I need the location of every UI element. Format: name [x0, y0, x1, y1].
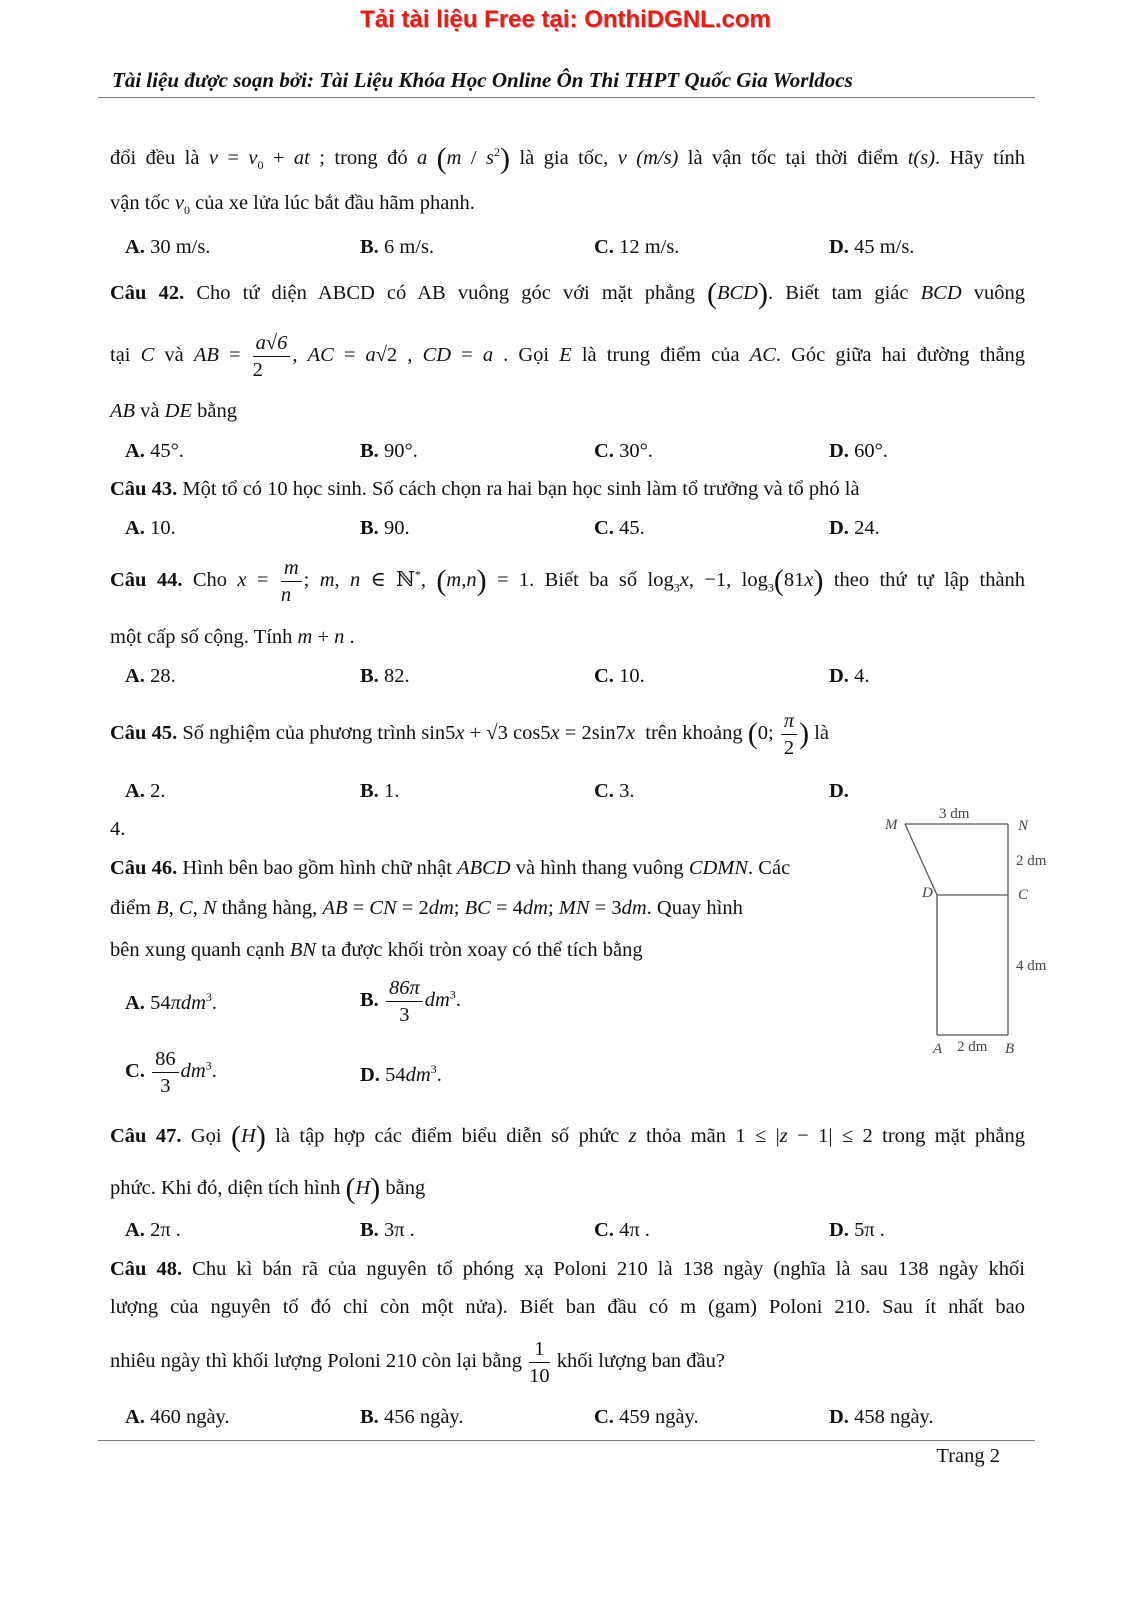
q42-option-c[interactable]: C. 30°.	[594, 440, 653, 462]
q46-line1: Câu 46. Hình bên bao gồm hình chữ nhật ABCD và hình thang vuông CDMN. Các	[110, 857, 791, 879]
q41-option-a[interactable]: A. 30 m/s.	[125, 236, 211, 258]
figure-label-m: M	[885, 817, 898, 833]
q46-line3: bên xung quanh cạnh BN ta được khối tròn xoay có thể tích bằng	[110, 939, 643, 961]
q43-option-b[interactable]: B. 90.	[360, 517, 410, 539]
q48-option-d[interactable]: D. 458 ngày.	[829, 1406, 934, 1428]
q46-option-b[interactable]: B. $\frac{86\pi}{3}$ $dm^3$.	[360, 977, 461, 1026]
q47-option-d[interactable]: D. 5π .	[829, 1219, 885, 1241]
q43-question: Câu 43. Một tổ có 10 học sinh. Số cách chọn ra hai bạn học sinh làm tổ trưởng và tổ phó là	[110, 478, 860, 500]
q41-line2: vận tốc $v_0$ của xe lửa lúc bắt đầu hãm phanh.	[110, 192, 475, 218]
figure-label-c: C	[1018, 887, 1029, 903]
q41-line1: đổi đều là $v = v_0$ + at ; trong đó a $(m / s^2)$ là gia tốc, v (m/s) là vận tốc tại thời điểm t(s). Hãy tính	[110, 142, 1026, 175]
q48-option-c[interactable]: C. 459 ngày.	[594, 1406, 699, 1428]
q48-line1: Câu 48. Chu kì bán rã của nguyên tố phóng xạ Poloni 210 là 138 ngày (nghĩa là sau 138 ngày khối	[110, 1258, 1026, 1280]
q42-line1: Câu 42. Cho tứ diện ABCD có AB vuông góc với mặt phẳng (BCD). Biết tam giác BCD vuông	[110, 277, 1025, 310]
q46-option-a[interactable]: A. 54πdm$^3$.	[125, 990, 218, 1014]
q43-option-a[interactable]: A. 10.	[125, 517, 176, 539]
q47-line1: Câu 47. Gọi (H) là tập hợp các điểm biểu diễn số phức z thỏa mãn 1 ≤ |z − 1| ≤ 2 trong mặt phẳng	[110, 1120, 1026, 1153]
q43-option-c[interactable]: C. 45.	[594, 517, 645, 539]
q47-option-a[interactable]: A. 2π .	[125, 1219, 181, 1241]
figure-dim-top: 3 dm	[939, 806, 970, 822]
q41-option-b[interactable]: B. 6 m/s.	[360, 236, 435, 258]
q48-line2: lượng của nguyên tố đó chỉ còn một nửa). Biết ban đầu có m (gam) Poloni 210. Sau ít nhất bao	[110, 1296, 1025, 1318]
q42-option-d[interactable]: D. 60°.	[829, 440, 888, 462]
q48-option-b[interactable]: B. 456 ngày.	[360, 1406, 464, 1428]
q46-option-d[interactable]: D. $54dm^3$.	[360, 1062, 442, 1086]
q46-figure	[875, 800, 1065, 1065]
q45-line1: Câu 45. Số nghiệm của phương trình sin5x + √3 cos5x = 2sin7x trên khoảng (0; $\frac{\pi}{2}$ ) là	[110, 710, 830, 759]
header-divider	[98, 97, 1035, 98]
q41-option-d[interactable]: D. 45 m/s.	[829, 236, 915, 258]
q47-option-b[interactable]: B. 3π .	[360, 1219, 415, 1241]
figure-dim-right-upper: 2 dm	[1016, 853, 1047, 869]
q47-line2: phức. Khi đó, diện tích hình (H) bằng	[110, 1172, 426, 1205]
q45-option-d-value: 4.	[110, 818, 126, 840]
q45-option-c[interactable]: C. 3.	[594, 780, 635, 802]
figure-label-d: D	[922, 885, 933, 901]
footer-divider	[98, 1440, 1035, 1441]
q42-line3: AB và DE bằng	[110, 400, 237, 422]
figure-label-a: A	[933, 1041, 943, 1057]
q44-option-a[interactable]: A. 28.	[125, 665, 176, 687]
q44-option-b[interactable]: B. 82.	[360, 665, 410, 687]
q45-option-d[interactable]: D.	[829, 780, 849, 802]
q48-option-a[interactable]: A. 460 ngày.	[125, 1406, 230, 1428]
q47-option-c[interactable]: C. 4π .	[594, 1219, 650, 1241]
q42-option-b[interactable]: B. 90°.	[360, 440, 418, 462]
q44-option-c[interactable]: C. 10.	[594, 665, 645, 687]
q42-option-a[interactable]: A. 45°.	[125, 440, 184, 462]
page-header: Tài liệu được soạn bởi: Tài Liệu Khóa Học Online Ôn Thi THPT Quốc Gia Worldocs	[112, 68, 853, 92]
page-number: Trang 2	[936, 1445, 1000, 1467]
q42-line2: tại C và AB = $\frac{a√6}{2}$ , AC = a√2 , CD = a . Gọi E là trung điểm của AC. Góc giữa hai đường thẳng	[110, 332, 1026, 381]
q43-option-d[interactable]: D. 24.	[829, 517, 880, 539]
q48-line3: nhiêu ngày thì khối lượng Poloni 210 còn lại bằng $\frac{1}{10}$ khối lượng ban đầu?	[110, 1338, 725, 1387]
q46-line2: điểm B, C, N thẳng hàng, AB = CN = 2dm; BC = 4dm; MN = 3dm. Quay hình	[110, 897, 743, 919]
q44-line2: một cấp số cộng. Tính m + n .	[110, 626, 355, 648]
figure-label-b: B	[1005, 1041, 1015, 1057]
figure-label-n: N	[1018, 818, 1029, 834]
figure-dim-bottom: 2 dm	[957, 1039, 988, 1055]
figure-dim-right-lower: 4 dm	[1016, 958, 1047, 974]
q44-option-d[interactable]: D. 4.	[829, 665, 870, 687]
q45-option-a[interactable]: A. 2.	[125, 780, 166, 802]
q44-line1: Câu 44. Cho x = $\frac{m}{n}$ ; m, n ∈ ℕ*, (m,n) = 1. Biết ba số $\log_3x$, −1, $\log_3(81x)$ theo thứ tự lập thành	[110, 557, 1026, 606]
q46-option-c[interactable]: C. $\frac{86}{3}$ $dm^3$.	[125, 1048, 217, 1097]
q45-option-b[interactable]: B. 1.	[360, 780, 400, 802]
q41-option-c[interactable]: C. 12 m/s.	[594, 236, 680, 258]
download-banner[interactable]: Tải tài liệu Free tại: OnthiDGNL.com	[360, 6, 771, 33]
